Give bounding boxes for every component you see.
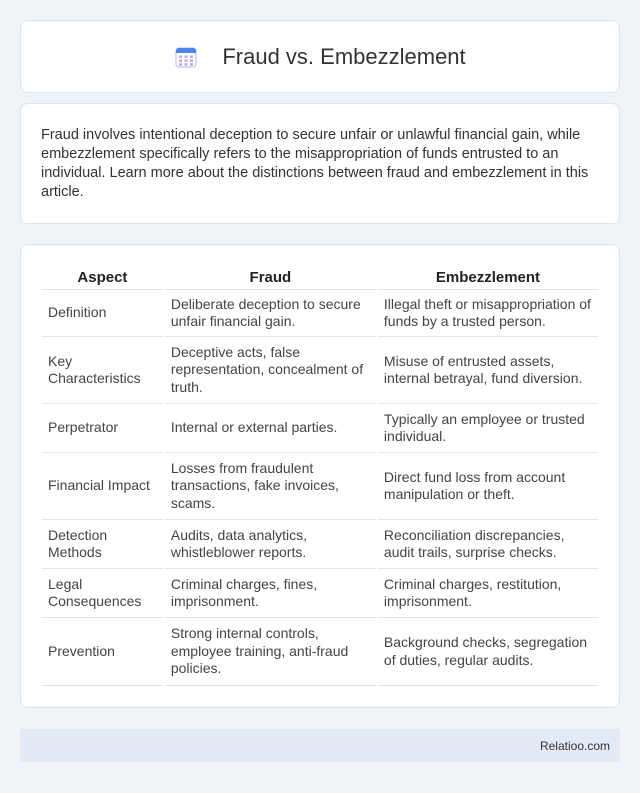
calendar-icon [174,45,198,69]
intro-text: Fraud involves intentional deception to secure unfair or unlawful financial gain, while embezzlement specifically refers to the misappropriation of funds entrusted to an individual. Learn more about the distinctions between fraud and embezzlement in this article. [41,127,589,200]
row-aspect: Financial Impact [42,453,163,520]
row-aspect: Legal Consequences [42,569,163,618]
row-embezzlement: Typically an employee or trusted individual. [378,404,598,453]
header-fraud: Fraud [165,266,376,290]
row-aspect: Detection Methods [42,520,163,569]
table-row [42,618,598,686]
table-row [42,404,598,453]
table-row [42,337,598,404]
row-fraud: Deceptive acts, false representation, concealment of truth. [165,337,376,404]
row-aspect: Definition [42,290,163,337]
row-fraud: Audits, data analytics, whistleblower reports. [165,520,376,569]
comparison-table [40,266,600,686]
row-embezzlement: Illegal theft or misappropriation of funds by a trusted person. [378,290,598,337]
row-aspect: Perpetrator [42,404,163,453]
table-row [42,453,598,520]
intro-card [20,103,620,224]
header-embezzlement: Embezzlement [378,266,598,290]
row-embezzlement: Background checks, segregation of duties, regular audits. [378,618,598,686]
row-embezzlement: Reconciliation discrepancies, audit trails, surprise checks. [378,520,598,569]
table-row [42,569,598,618]
row-embezzlement: Criminal charges, restitution, imprisonment. [378,569,598,618]
page-title: Fraud vs. Embezzlement [222,43,466,69]
row-fraud: Criminal charges, fines, imprisonment. [165,569,376,618]
footer-site-name: Relatioo.com [539,738,610,753]
table-row [42,520,598,569]
table-row [42,290,598,337]
row-aspect: Key Characteristics [42,337,163,404]
row-fraud: Strong internal controls, employee training, anti-fraud policies. [165,618,376,686]
row-fraud: Deliberate deception to secure unfair financial gain. [165,290,376,337]
row-aspect: Prevention [42,618,163,686]
header-aspect: Aspect [42,266,163,290]
title-card [20,20,620,93]
row-fraud: Losses from fraudulent transactions, fake invoices, scams. [165,453,376,520]
footer [20,729,620,762]
row-fraud: Internal or external parties. [165,404,376,453]
table-header-row [42,266,598,290]
row-embezzlement: Direct fund loss from account manipulation or theft. [378,453,598,520]
row-embezzlement: Misuse of entrusted assets, internal betrayal, fund diversion. [378,337,598,404]
comparison-card [20,244,620,708]
